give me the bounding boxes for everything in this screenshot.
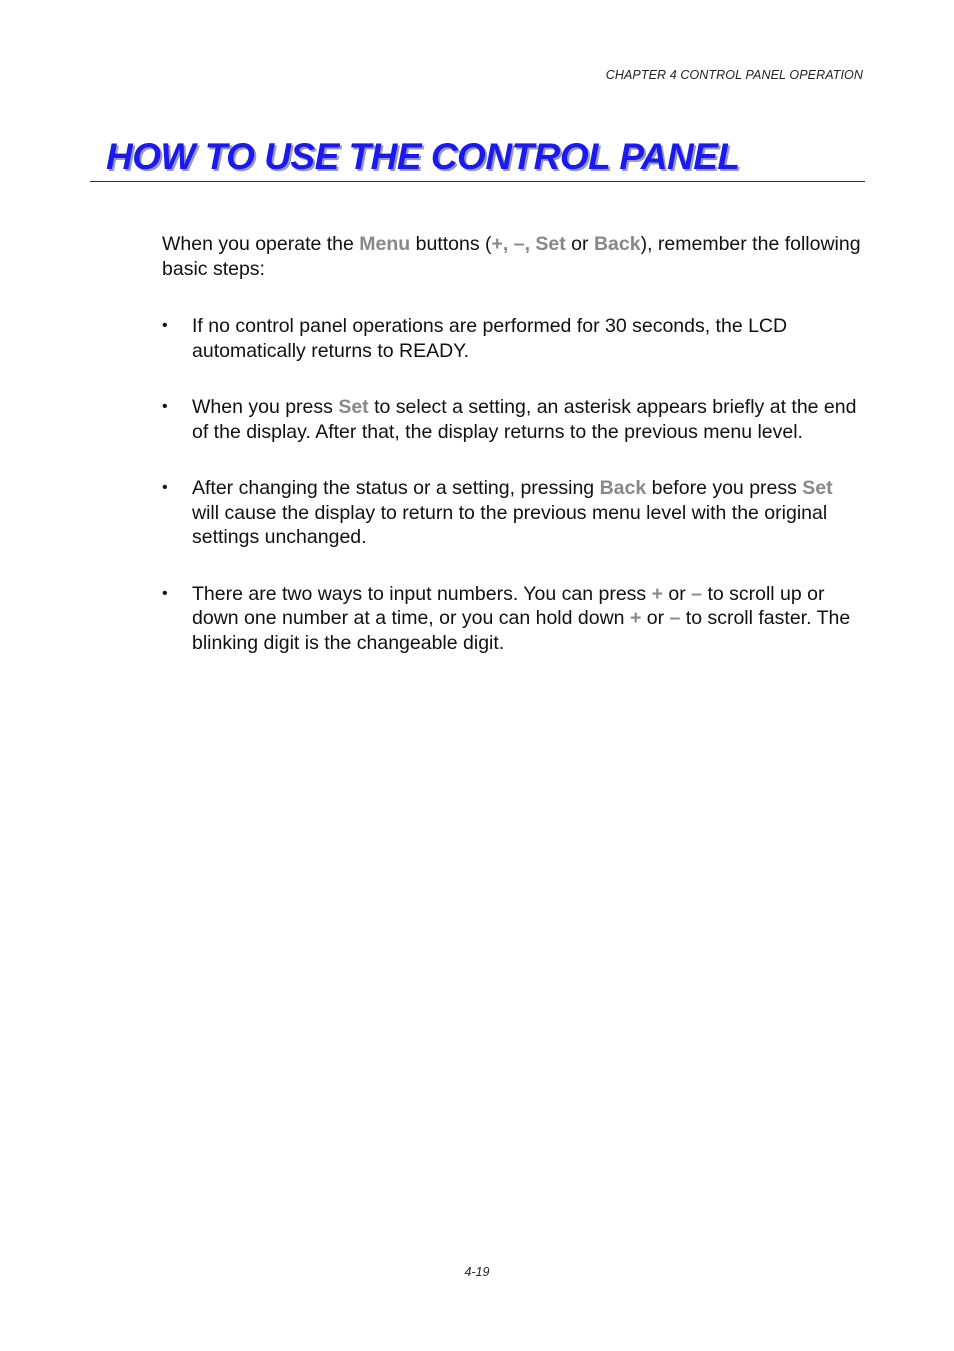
- item-text: If no control panel operations are performed for 30 seconds, the LCD automatically returns to READY.: [192, 315, 788, 362]
- item-text: or: [641, 607, 670, 629]
- plus-keyword: +: [651, 582, 663, 605]
- title-underline: [90, 181, 865, 182]
- menu-keyword: Menu: [359, 233, 411, 255]
- list-item: [162, 582, 862, 656]
- item-text: After changing the status or a setting, pressing: [192, 477, 600, 499]
- page-number: 4-19: [464, 1265, 490, 1279]
- set-keyword: Set: [338, 396, 369, 418]
- page-title: HOW TO USE THE CONTROL PANEL: [106, 136, 740, 177]
- intro-text: When you operate the: [162, 233, 360, 255]
- item-text: to select a setting, an asterisk appears briefly at the end of the display. After that, the display returns to the previous menu level.: [192, 396, 857, 443]
- plus-keyword: +: [629, 607, 642, 629]
- back-keyword: Back: [599, 477, 647, 499]
- minus-keyword: –: [669, 607, 681, 629]
- bullet-marker: •: [162, 584, 168, 602]
- running-header: CHAPTER 4 CONTROL PANEL OPERATION: [605, 68, 863, 82]
- list-item: [162, 476, 862, 550]
- buttons-keyword: +, –, Set: [491, 233, 566, 255]
- intro-paragraph: [162, 232, 862, 281]
- item-text: or: [662, 582, 692, 605]
- intro-text: buttons (: [410, 233, 492, 255]
- intro-text: ), remember the following basic steps:: [162, 233, 861, 280]
- list-item: [162, 314, 862, 363]
- item-text: to scroll faster. The blinking digit is the changeable digit.: [192, 607, 851, 654]
- steps-list: [162, 314, 862, 687]
- item-text: will cause the display to return to the previous menu level with the original settings unchanged.: [192, 501, 828, 548]
- list-item: [162, 395, 862, 444]
- bullet-marker: •: [162, 317, 168, 334]
- back-keyword: Back: [593, 233, 641, 255]
- minus-keyword: –: [691, 582, 703, 605]
- item-text: to scroll up or down one number at a time, or you can hold down: [192, 582, 825, 629]
- item-text: before you press: [646, 477, 803, 499]
- bullet-marker: •: [162, 479, 168, 496]
- set-keyword: Set: [802, 477, 833, 499]
- intro-text: or: [565, 233, 594, 255]
- bullet-marker: •: [162, 398, 168, 415]
- item-text: There are two ways to input numbers. You can press: [192, 582, 652, 605]
- item-text: When you press: [192, 396, 339, 418]
